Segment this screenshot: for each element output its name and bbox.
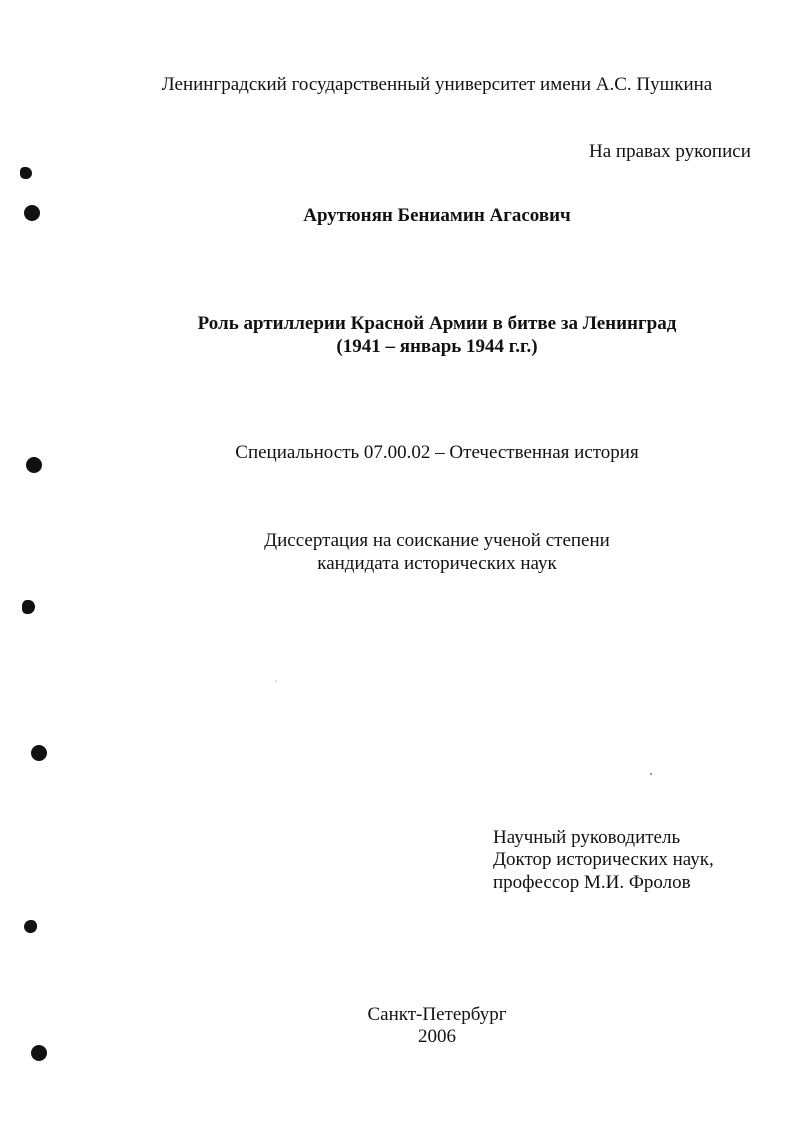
thesis-title-line-2: (1941 – январь 1944 г.г.) bbox=[336, 336, 538, 357]
punch-hole-mark bbox=[31, 745, 47, 761]
advisor-degree: Доктор исторических наук, bbox=[493, 849, 714, 870]
punch-hole-mark bbox=[24, 205, 40, 221]
scan-speck bbox=[275, 680, 277, 682]
advisor-name: профессор М.И. Фролов bbox=[493, 872, 691, 893]
punch-hole-mark bbox=[24, 920, 37, 933]
punch-hole-mark bbox=[22, 600, 35, 614]
author-name: Арутюнян Бениамин Агасович bbox=[303, 205, 571, 226]
city: Санкт-Петербург bbox=[367, 1004, 507, 1025]
advisor-label: Научный руководитель bbox=[493, 827, 681, 848]
university-name: Ленинградский государственный университет имени А.С. Пушкина bbox=[161, 74, 713, 95]
scan-speck bbox=[650, 773, 652, 775]
dissertation-type-line-2: кандидата исторических наук bbox=[317, 553, 557, 574]
thesis-title-line-1: Роль артиллерии Красной Армии в битве за Ленинград bbox=[197, 313, 677, 334]
dissertation-type-line-1: Диссертация на соискание ученой степени bbox=[264, 530, 610, 551]
year: 2006 bbox=[418, 1026, 456, 1047]
rights-note: На правах рукописи bbox=[589, 141, 751, 162]
specialty: Специальность 07.00.02 – Отечественная история bbox=[235, 442, 639, 463]
punch-hole-mark bbox=[20, 167, 32, 179]
